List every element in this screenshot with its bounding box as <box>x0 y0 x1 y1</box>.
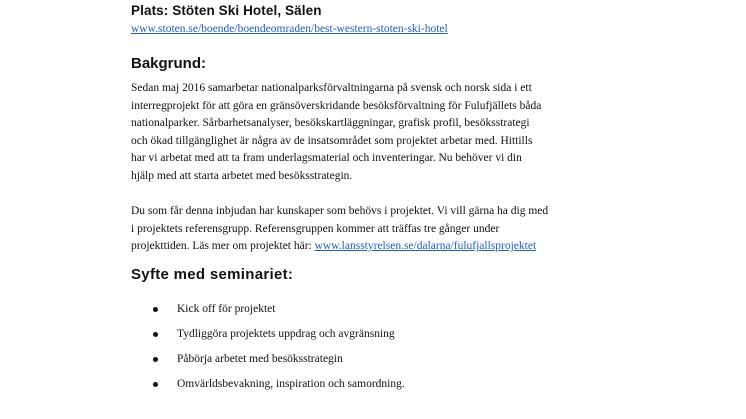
bullet-icon <box>153 332 158 337</box>
paragraph-line: hjälp med att starta arbetet med besöksstrategin. <box>131 169 353 182</box>
background-paragraph-1 <box>131 80 631 186</box>
list-item-text: Kick off för projektet <box>177 303 276 315</box>
place-line: Plats: Stöten Ski Hotel, Sälen <box>131 3 322 18</box>
paragraph-line: i projektets referensgrupp. Referensgruppen kommer att träffas tre gånger under <box>131 222 500 235</box>
hotel-link[interactable]: www.stoten.se/boende/boendeomraden/best-western-stoten-ski-hotel <box>131 23 448 35</box>
bullet-icon <box>153 382 158 387</box>
background-paragraph-2 <box>131 203 631 256</box>
list-item-text: Omvärldsbevakning, inspiration och samordning. <box>177 378 405 390</box>
paragraph-line: Sedan maj 2016 samarbetar nationalparksförvaltningarna på svensk och norsk sida i ett <box>131 82 532 94</box>
list-item-text: Tydliggöra projektets uppdrag och avgränsning <box>177 328 395 340</box>
bullet-icon <box>153 307 158 312</box>
list-item-text: Påbörja arbetet med besöksstrategin <box>177 353 343 365</box>
bullet-icon <box>153 357 158 362</box>
purpose-heading: Syfte med seminariet: <box>131 266 294 283</box>
paragraph-line: har vi arbetat med att ta fram underlagsmaterial och inventeringar. Nu behöver vi din <box>131 152 522 165</box>
paragraph-line: interregprojekt för att göra en gränsöverskridande besöksförvaltning för Fulufjällets båda <box>131 99 542 112</box>
paragraph-line: och ökad tillgänglighet är några av de insatsområdet som projektet arbetar med. Hittills <box>131 134 533 147</box>
paragraph-line: Du som får denna inbjudan har kunskaper som behövs i projektet. Vi vill gärna ha dig med <box>131 205 549 217</box>
paragraph-line: nationalparker. Sårbarhetsanalyser, besökskartläggningar, grafisk profil, besöksstrategi <box>131 117 530 130</box>
background-heading: Bakgrund: <box>131 55 206 72</box>
paragraph-text: projekttiden. Läs mer om projektet här: <box>131 240 315 253</box>
paragraph-line-with-link <box>131 238 631 256</box>
project-link[interactable]: www.lansstyrelsen.se/dalarna/fulufjallsprojektet <box>314 240 537 253</box>
